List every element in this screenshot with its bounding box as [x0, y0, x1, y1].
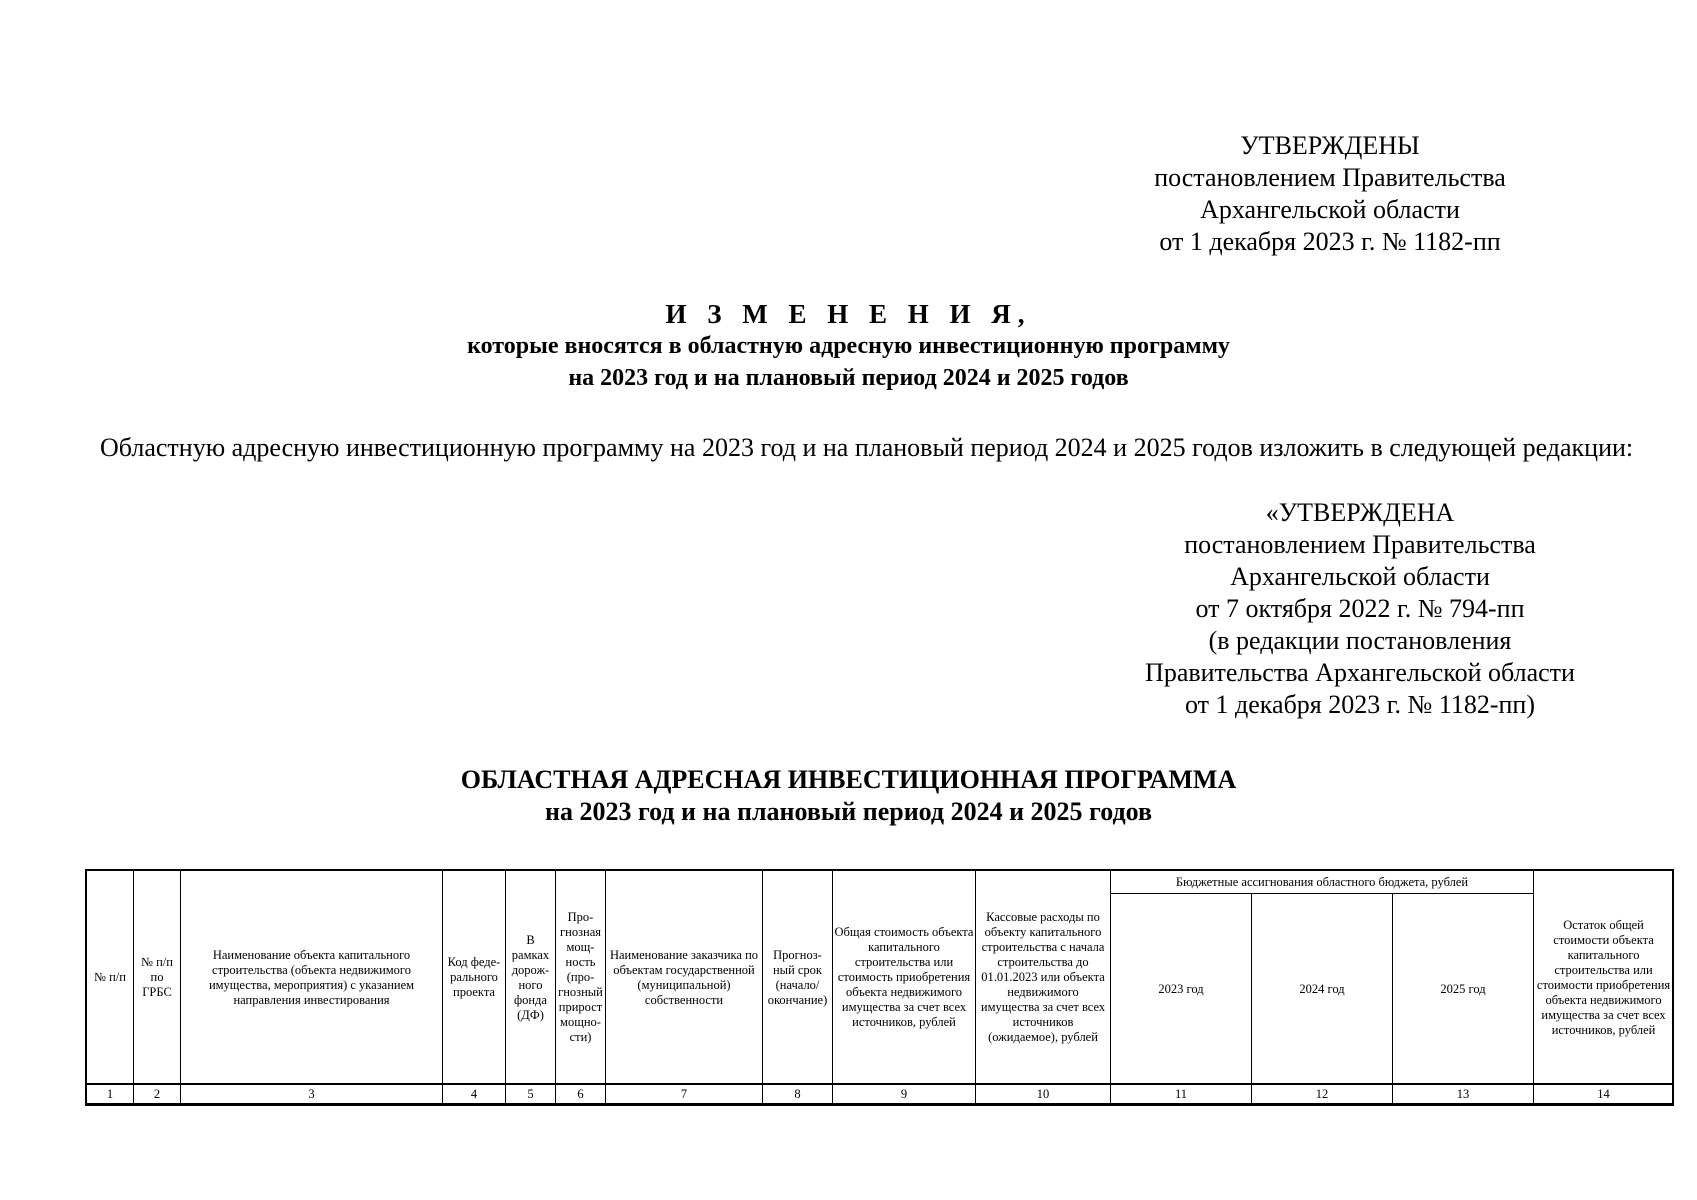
- approval-line: «УТВЕРЖДЕНА: [1265, 498, 1455, 527]
- header-cell: Наименование объекта капитального строительства (объекта недвижимого имущества, мероприятия) с указанием направления инвестирования: [181, 871, 443, 1085]
- approval-line: УТВЕРЖДЕНЫ: [1240, 131, 1420, 160]
- header-cell: Код феде-рального проекта: [443, 871, 506, 1085]
- header-cell: № п/п по ГРБС: [134, 871, 181, 1085]
- program-heading: [0, 764, 1697, 828]
- column-number: 14: [1534, 1085, 1674, 1104]
- approval-line: от 1 декабря 2023 г. № 1182-пп: [1159, 227, 1501, 256]
- approval-line: Архангельской области: [1230, 562, 1490, 591]
- approval-line: Архангельской области: [1200, 195, 1460, 224]
- column-number: 12: [1252, 1085, 1393, 1104]
- column-number: 9: [833, 1085, 976, 1104]
- changes-subtitle: которые вносятся в областную адресную инвестиционную программу: [467, 333, 1230, 359]
- program-title: ОБЛАСТНАЯ АДРЕСНАЯ ИНВЕСТИЦИОННАЯ ПРОГРАММА: [460, 765, 1237, 794]
- column-number-row: [86, 1084, 1674, 1104]
- header-cell: Прогноз-ный срок (начало/ окончание): [763, 871, 833, 1085]
- changes-title: И З М Е Н Е Н И Я,: [665, 299, 1032, 329]
- header-group-cell: Бюджетные ассигнования областного бюджета, рублей: [1111, 871, 1534, 894]
- column-number: 7: [606, 1085, 763, 1104]
- column-number: 11: [1111, 1085, 1252, 1104]
- header-cell: № п/п: [87, 871, 134, 1085]
- column-number: 4: [443, 1085, 506, 1104]
- column-number: 5: [506, 1085, 556, 1104]
- column-number: 2: [134, 1085, 181, 1104]
- header-cell-2024: 2024 год: [1252, 894, 1393, 1085]
- approval-line: постановлением Правительства: [1184, 530, 1536, 559]
- header-table: [86, 870, 1674, 1085]
- approval-stamp-second: [1060, 497, 1660, 721]
- column-number: 10: [976, 1085, 1111, 1104]
- changes-heading: [0, 298, 1697, 394]
- header-cell: Остаток общей стоимости объекта капитального строительства или стоимости приобретения объекта недвижимого имущества за счет всех источников, рублей: [1534, 871, 1674, 1085]
- header-cell: Общая стоимость объекта капитального строительства или стоимость приобретения объекта недвижимого имущества за счет всех источников, рублей: [833, 871, 976, 1085]
- intro-paragraph: Областную адресную инвестиционную программу на 2023 год и на плановый период 2024 и 2025 годов изложить в следующей редакции:: [100, 433, 1634, 462]
- approval-line: от 1 декабря 2023 г. № 1182-пп): [1185, 690, 1535, 719]
- program-period: на 2023 год и на плановый период 2024 и 2025 годов: [544, 797, 1153, 826]
- header-cell-2023: 2023 год: [1111, 894, 1252, 1085]
- header-cell-2025: 2025 год: [1393, 894, 1534, 1085]
- column-number: 1: [87, 1085, 134, 1104]
- header-cell: В рамках дорож-ного фонда (ДФ): [506, 871, 556, 1085]
- column-number: 3: [181, 1085, 443, 1104]
- approval-stamp-top: [1040, 130, 1620, 258]
- column-number: 6: [556, 1085, 606, 1104]
- column-number: 8: [763, 1085, 833, 1104]
- header-cell: Наименование заказчика по объектам государственной (муниципальной) собственности: [606, 871, 763, 1085]
- column-number: 13: [1393, 1085, 1534, 1104]
- header-cell: Кассовые расходы по объекту капитального строительства с начала строительства до 01.01.2023 или объекта недвижимого имущества за счет всех источников (ожидаемое), рублей: [976, 871, 1111, 1085]
- approval-line: постановлением Правительства: [1154, 163, 1506, 192]
- approval-line: (в редакции постановления: [1208, 626, 1512, 655]
- changes-period: на 2023 год и на плановый период 2024 и 2025 годов: [568, 365, 1129, 391]
- approval-line: от 7 октября 2022 г. № 794-пп: [1195, 594, 1525, 623]
- approval-line: Правительства Архангельской области: [1145, 658, 1575, 687]
- header-cell: Про-гнозная мощ-ность (про-гнозный прирост мощно-сти): [556, 871, 606, 1085]
